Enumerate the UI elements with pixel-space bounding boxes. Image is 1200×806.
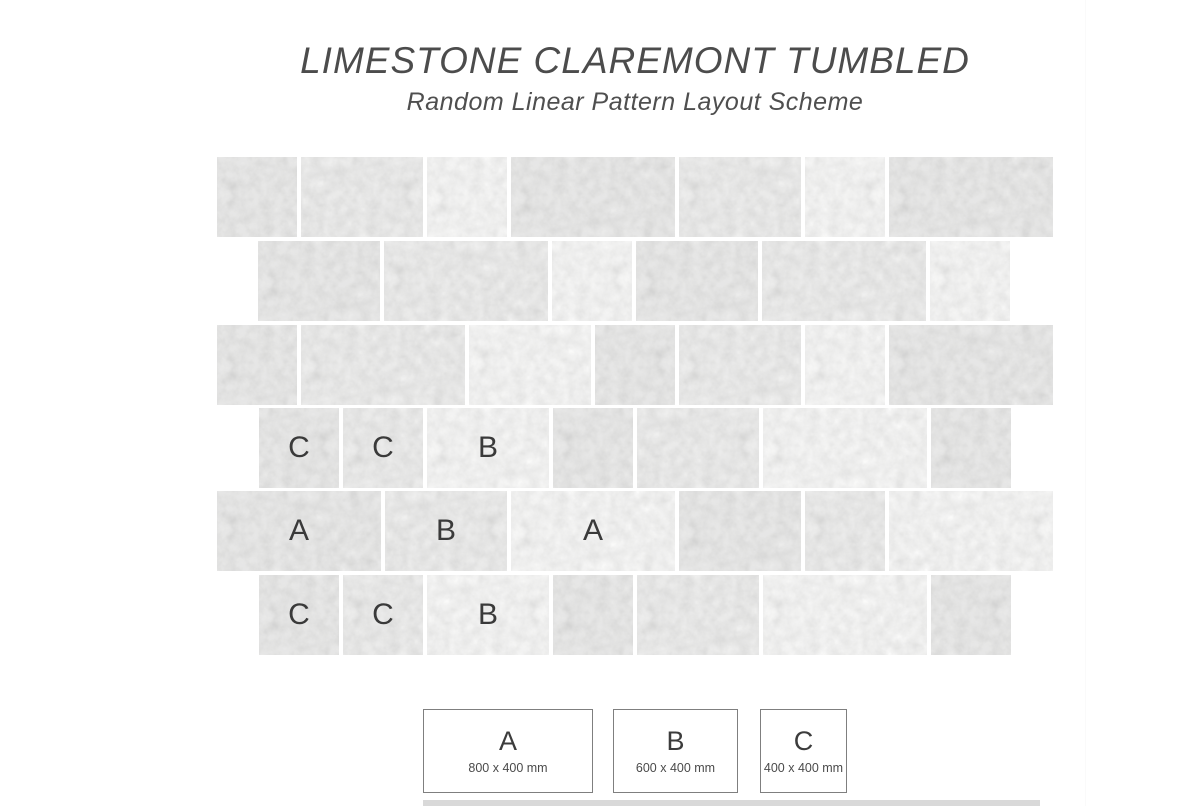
tile-size-label: B <box>477 598 498 631</box>
legend-item-b <box>613 709 738 793</box>
legend-item-a <box>423 709 593 793</box>
tile-row <box>217 491 1053 571</box>
tile-c <box>595 325 675 405</box>
tile-row <box>259 575 1011 655</box>
tile-size-label: C <box>372 598 394 631</box>
tile-b <box>258 241 380 321</box>
tile-a <box>763 408 927 488</box>
tile-c <box>930 241 1010 321</box>
tile-c <box>552 241 632 321</box>
tile-b <box>636 241 758 321</box>
tile-b <box>427 575 549 655</box>
tile-b <box>385 491 507 571</box>
tile-c <box>931 575 1011 655</box>
tile-size-label: C <box>288 598 310 631</box>
tile-c <box>805 325 885 405</box>
tile-a <box>763 575 927 655</box>
tile-a <box>217 491 381 571</box>
tile-b <box>637 575 759 655</box>
tile-a <box>511 157 675 237</box>
tile-size-label: A <box>288 514 309 547</box>
tile-size-label: B <box>477 431 498 464</box>
page-title: LIMESTONE CLAREMONT TUMBLED <box>300 40 970 81</box>
tile-a <box>889 325 1053 405</box>
tile-a <box>889 491 1053 571</box>
page-subtitle: Random Linear Pattern Layout Scheme <box>406 88 864 116</box>
tile-b <box>427 408 549 488</box>
tile-a <box>889 157 1053 237</box>
tile-b <box>301 157 423 237</box>
tile-a <box>384 241 548 321</box>
tile-b <box>469 325 591 405</box>
tile-c <box>553 408 633 488</box>
tile-b <box>679 491 801 571</box>
tile-c <box>805 491 885 571</box>
tile-c <box>931 408 1011 488</box>
tile-size-label: B <box>435 514 456 547</box>
tile-c <box>805 157 885 237</box>
tile-c <box>343 575 423 655</box>
legend-letter-b: B <box>666 725 685 756</box>
legend-size-a: 800 x 400 mm <box>468 760 548 775</box>
tile-c <box>343 408 423 488</box>
tile-c <box>217 325 297 405</box>
legend-item-c <box>760 709 847 793</box>
tile-size-label: A <box>582 514 603 547</box>
tile-size-label: C <box>372 431 394 464</box>
legend-letter-a: A <box>498 725 517 756</box>
tile-c <box>259 575 339 655</box>
tile-row <box>217 157 1053 237</box>
tile-a <box>301 325 465 405</box>
bottom-page-edge <box>423 800 1040 806</box>
tile-size-label: C <box>288 431 310 464</box>
tile-b <box>637 408 759 488</box>
tile-row <box>259 408 1011 488</box>
tile-row <box>258 241 1010 321</box>
tile-b <box>679 325 801 405</box>
tile-c <box>259 408 339 488</box>
tile-a <box>511 491 675 571</box>
tile-c <box>553 575 633 655</box>
tile-c <box>427 157 507 237</box>
tile-row <box>217 325 1053 405</box>
legend-letter-c: C <box>793 725 814 756</box>
tile-b <box>679 157 801 237</box>
tile-a <box>762 241 926 321</box>
legend-size-b: 600 x 400 mm <box>635 760 716 775</box>
tile-c <box>217 157 297 237</box>
legend-size-c: 400 x 400 mm <box>763 760 844 775</box>
